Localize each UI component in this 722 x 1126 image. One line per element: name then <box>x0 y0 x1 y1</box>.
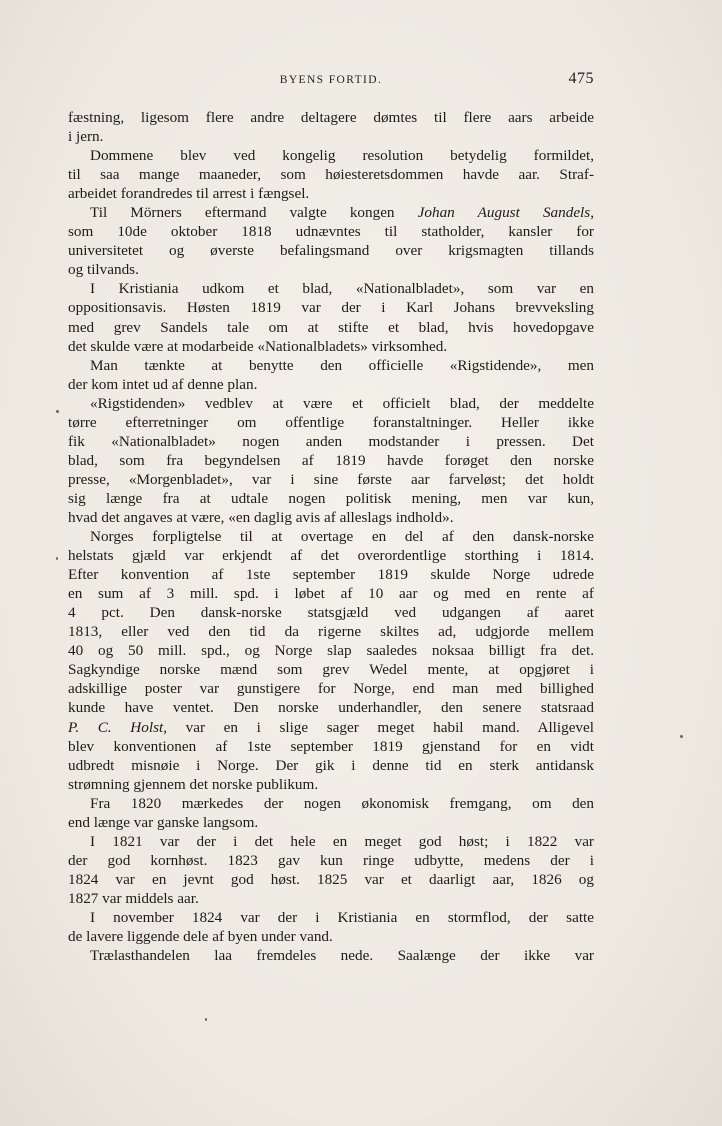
text-line: der god kornhøst. 1823 gav kun ringe udbytte, medens der i <box>68 851 594 869</box>
text-line: helstats gjæld var erkjendt af det overordentlige storthing i 1814. <box>68 547 594 565</box>
text-line: 4 pct. Den dansk-norske statsgjæld ved udgangen af aaret <box>68 604 594 622</box>
text-line: kunde have ventet. Den norske underhandler, den senere statsraad <box>68 699 594 717</box>
text-line: Man tænkte at benytte den officielle «Rigstidende», men <box>90 356 594 374</box>
paper-speck <box>680 735 683 738</box>
text-line: «Rigstidenden» vedblev at være et officielt blad, der meddelte <box>90 394 594 412</box>
text-line: Efter konvention af 1ste september 1819 skulde Norge udrede <box>68 566 594 584</box>
text-span: , var en i slige sager meget habil mand. Alligevel <box>163 718 594 736</box>
person-name: Johan August Sandels <box>417 204 591 222</box>
text-line: hvad det angaves at være, «en daglig avis af alleslags indhold». <box>68 508 454 526</box>
paper-speck <box>56 557 58 560</box>
text-line: I 1821 var der i det hele en meget god høst; i 1822 var <box>90 832 594 850</box>
text-line: med grev Sandels tale om at stifte et blad, hvis hovedopgave <box>68 318 594 336</box>
body-text <box>68 108 594 965</box>
text-line: fik «Nationalbladet» nogen anden modstander i pressen. Det <box>68 432 594 450</box>
paper-speck <box>205 1018 207 1021</box>
text-line: i jern. <box>68 128 104 146</box>
text-span: Til Mörners eftermand valgte kongen <box>90 204 418 222</box>
text-line: Norges forpligtelse til at overtage en del af den dansk-norske <box>90 528 594 546</box>
running-head: BYENS FORTID. <box>279 74 383 86</box>
text-line: 40 og 50 mill. spd., og Norge slap saaledes noksaa billigt fra det. <box>68 642 594 660</box>
text-line: blev konventionen af 1ste september 1819 gjenstand for en vidt <box>68 737 594 755</box>
text-line: de lavere liggende dele af byen under vand. <box>68 928 333 946</box>
text-line: udbredt misnøie i Norge. Der gik i denne tid en sterk antidansk <box>68 756 594 774</box>
paper-speck <box>56 410 59 413</box>
text-line <box>68 718 594 737</box>
text-line: til saa mange maaneder, som høiesteretsdommen havde aar. Straf- <box>68 166 594 184</box>
text-line: tørre efterretninger om offentlige foranstaltninger. Heller ikke <box>68 413 594 431</box>
person-name: P. C. Holst <box>68 718 164 736</box>
text-line: end længe var ganske langsom. <box>68 813 259 831</box>
text-line: Dommene blev ved kongelig resolution betydelig formildet, <box>90 147 594 165</box>
text-line: sig længe fra at udtale nogen politisk mening, men var kun, <box>68 489 594 507</box>
text-line: 1827 var middels aar. <box>68 889 199 907</box>
page-number: 475 <box>568 70 594 87</box>
text-line: strømning gjennem det norske publikum. <box>68 775 319 793</box>
text-line: I Kristiania udkom et blad, «Nationalbladet», som var en <box>90 280 594 298</box>
page-header <box>68 70 594 92</box>
text-line: som 10de oktober 1818 udnævntes til statholder, kansler for <box>68 223 594 241</box>
text-line: presse, «Morgenbladet», var i sine første aar farveløst; det holdt <box>68 470 594 488</box>
text-line: 1824 var en jevnt god høst. 1825 var et daarligt aar, 1826 og <box>68 870 594 888</box>
text-line <box>68 203 594 222</box>
text-line: en sum af 3 mill. spd. i løbet af 10 aar og med en rente af <box>68 585 594 603</box>
text-line: I november 1824 var der i Kristiania en stormflod, der satte <box>90 908 594 926</box>
text-line: 1813, eller ved den tid da rigerne skiltes ad, udgjorde mellem <box>68 623 594 641</box>
text-line: der kom intet ud af denne plan. <box>68 375 258 393</box>
text-line: det skulde være at modarbeide «Nationalbladets» virksomhed. <box>68 337 448 355</box>
text-line: og tilvands. <box>68 261 139 279</box>
text-line: blad, som fra begyndelsen af 1819 havde forøget den norske <box>68 451 594 469</box>
text-line: Trælasthandelen laa fremdeles nede. Saalænge der ikke var <box>90 947 594 965</box>
text-line: universitetet og øverste befalingsmand over krigsmagten tillands <box>68 242 594 260</box>
text-span: , <box>590 204 594 222</box>
text-line: Sagkyndige norske mænd som grev Wedel mente, at opgjøret i <box>68 661 594 679</box>
text-line: oppositionsavis. Høsten 1819 var der i Karl Johans brevveksling <box>68 299 594 317</box>
text-line: adskillige poster var gunstigere for Norge, end man med billighed <box>68 680 594 698</box>
text-line: Fra 1820 mærkedes der nogen økonomisk fremgang, om den <box>90 794 594 812</box>
text-line: fæstning, ligesom flere andre deltagere dømtes til flere aars arbeide <box>68 109 594 126</box>
text-line: arbeidet forandredes til arrest i fængsel. <box>68 185 310 203</box>
